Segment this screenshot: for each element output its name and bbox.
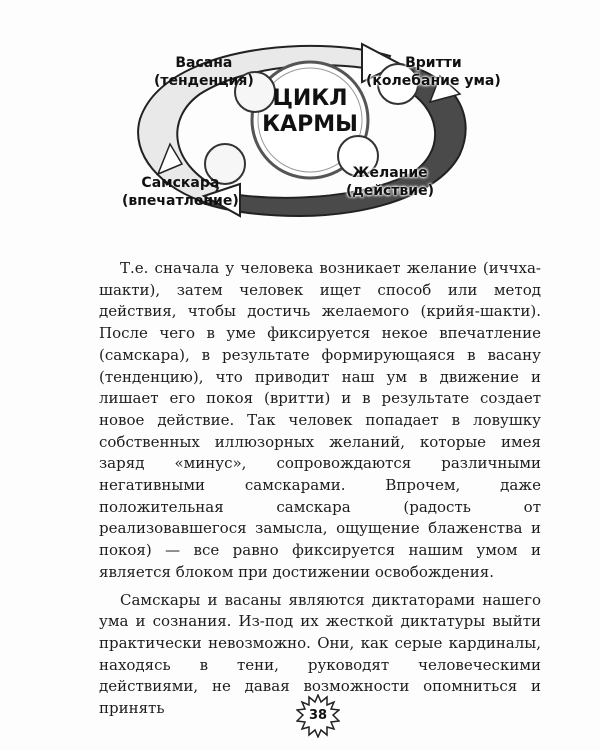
stage-desire-label: Желание (действие)	[346, 165, 434, 199]
page-number-badge	[296, 694, 340, 738]
cycle-title: ЦИКЛ КАРМЫ	[262, 86, 358, 137]
body-text	[99, 258, 541, 720]
page-number: 38	[308, 708, 328, 723]
karma-cycle-diagram	[100, 24, 500, 224]
stage-vasana-label: Васана (тенденция)	[154, 55, 254, 89]
stage-samskara-label: Самскара (впечатление)	[122, 175, 239, 209]
stage-vritti-label: Вритти (колебание ума)	[366, 55, 501, 89]
paragraph: Т.е. сначала у человека возникает желание (иччха-шакти), затем человек ищет способ или метод действия, чтобы достичь желаемого (крийя-шакти). После чего в уме фиксируется некое впечатление (самскара), в результате формирующаяся в васану (тенденцию), что приводит наш ум в движение и лишает его покоя (вритти) и в результате создает новое действие. Так человек попадает в ловушку собственных иллюзорных желаний, которые имея заряд «минус», сопровождаются различными негативными самскарами. Впрочем, даже положительная самскара (радость от реализовавшегося замысла, ощущение блаженства и покоя) — все равно фиксируется нашим умом и является блоком при достижении освобождения.	[99, 259, 541, 581]
paragraph: Самскары и васаны являются диктаторами нашего ума и сознания. Из-под их жесткой диктатуры выйти практически невозможно. Они, как серые кардиналы, находясь в тени, руководят человеческими действиями, не давая возможности опомниться и принять	[99, 590, 541, 718]
